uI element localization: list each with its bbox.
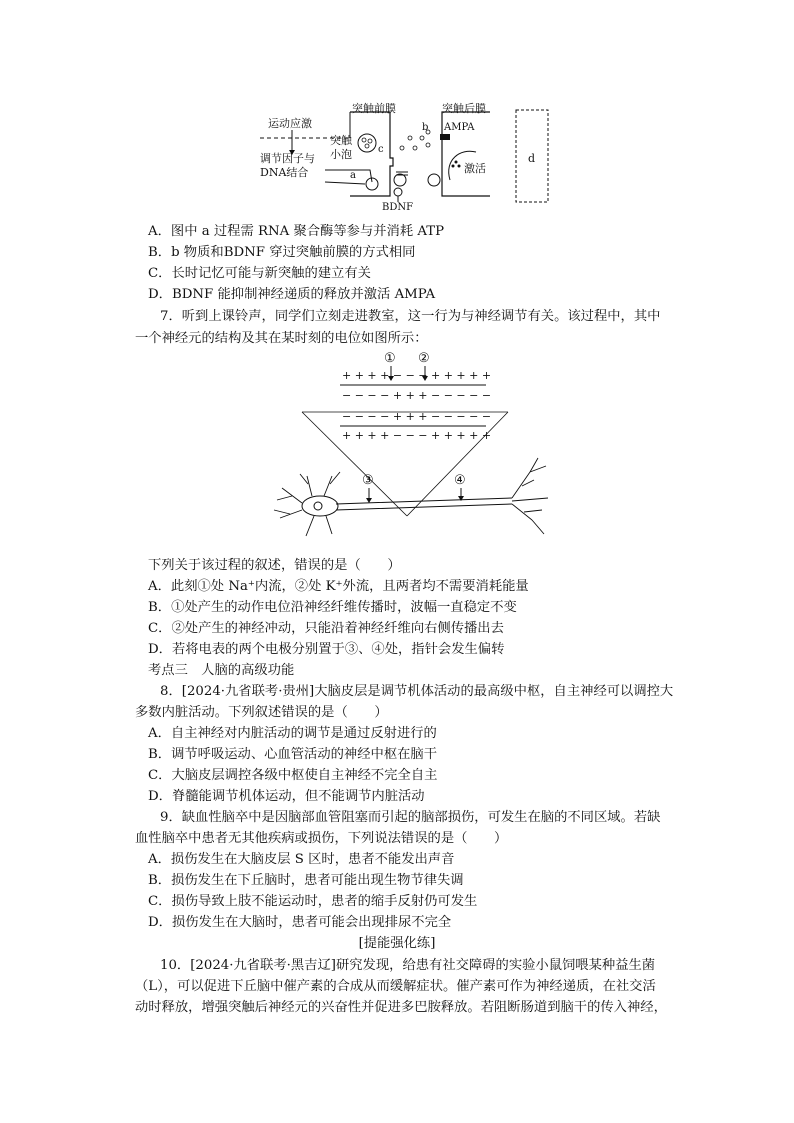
dendrites xyxy=(274,472,340,536)
synapse-diagram xyxy=(250,100,560,215)
section-practice: [提能强化练] xyxy=(358,936,436,951)
synapse-diagram-svg xyxy=(250,100,560,215)
path-a xyxy=(325,182,365,184)
transmitter-dot xyxy=(426,143,430,147)
mark-4: ④ xyxy=(454,473,466,488)
transmitter-dot xyxy=(420,136,424,140)
ion-dot xyxy=(455,161,458,164)
section-heading-3: 考点三 人脑的高级功能 xyxy=(148,663,295,678)
label-factor-2: DNA结合 xyxy=(260,166,309,179)
q7-option-d: D．若将电表的两个电极分别置于③、④处，指针会发生偏转 xyxy=(148,642,505,657)
bdnf-vesicle xyxy=(394,174,406,186)
axon-terminals xyxy=(512,458,548,534)
arrowhead-3 xyxy=(366,498,372,503)
potential-row-4: + + + + − − − + + + + + xyxy=(342,429,492,442)
q6-option-b: B．b 物质和BDNF 穿过突触前膜的方式相同 xyxy=(148,245,416,260)
mark-1: ① xyxy=(384,351,396,366)
q7-option-c: C．②处产生的神经冲动，只能沿着神经纤维向右侧传播出去 xyxy=(148,621,504,636)
label-stress: 运动应激 xyxy=(268,117,312,130)
q9-stem-2: 血性脑卒中患者无其他疾病或损伤，下列说法错误的是（ ） xyxy=(135,831,508,846)
label-a: a xyxy=(350,170,356,181)
q8-option-c: C．大脑皮层调控各级中枢使自主神经不完全自主 xyxy=(148,768,438,783)
potential-row-2: − − − − + + + − − − − − xyxy=(342,389,492,402)
potential-row-3: − − − − + + + − − − − − xyxy=(342,410,492,423)
q9-stem-1: 9．缺血性脑卒中是因脑部血管阻塞而引起的脑部损伤，可发生在脑的不同区域。若缺 xyxy=(160,810,661,825)
label-bdnf: BDNF xyxy=(382,202,414,213)
q9-option-d: D．损伤发生在大脑时，患者可能会出现排尿不完全 xyxy=(148,915,452,930)
ion-dot xyxy=(458,165,461,168)
ampa-receptor xyxy=(440,134,450,140)
label-factor-1: 调节因子与 xyxy=(260,152,315,165)
bdnf-vesicle xyxy=(394,188,402,196)
q7-option-b: B．①处产生的动作电位沿神经纤维传播时，波幅一直稳定不变 xyxy=(148,600,517,615)
vesicle-granule xyxy=(362,138,366,142)
vesicle-granule xyxy=(365,144,369,148)
mark-3: ③ xyxy=(362,473,374,488)
label-post: 突触后膜 xyxy=(442,102,486,115)
vesicle-large xyxy=(358,134,376,152)
q8-option-d: D．脊髓能调节机体运动，但不能调节内脏活动 xyxy=(148,789,425,804)
nucleus xyxy=(314,502,322,510)
cell-body xyxy=(302,496,338,516)
q7-stem-1: 7．听到上课铃声，同学们立刻走进教室，这一行为与神经调节有关。该过程中，其中 xyxy=(160,309,661,324)
axon xyxy=(336,498,512,510)
neuron-diagram-svg xyxy=(262,348,552,546)
q9-option-c: C．损伤导致上肢不能运动时，患者的缩手反射仍可发生 xyxy=(148,894,478,909)
magnifier-right xyxy=(407,412,508,516)
magnifier-left xyxy=(302,412,407,516)
q8-option-a: A．自主神经对内脏活动的调节是通过反射进行的 xyxy=(148,726,437,741)
q8-stem-2: 多数内脏活动。下列叙述错误的是（ ） xyxy=(135,705,388,720)
label-b: b xyxy=(422,122,429,133)
path-a-top xyxy=(325,170,372,182)
q6-option-c: C．长时记忆可能与新突触的建立有关 xyxy=(148,266,371,281)
label-ampa: AMPA xyxy=(444,122,475,133)
q7-stem-2: 一个神经元的结构及其在某时刻的电位如图所示： xyxy=(135,331,428,346)
ion-dot xyxy=(452,165,455,168)
q8-stem-1: 8．[2024·九省联考·贵州]大脑皮层是调节机体活动的最高级中枢，自主神经可以调控大 xyxy=(160,684,674,699)
transmitter-dot xyxy=(400,146,404,150)
transmitter-dot xyxy=(413,146,417,150)
potential-row-1: + + + + − − − + + + + + xyxy=(342,369,492,382)
label-vesicle-2: 小泡 xyxy=(330,148,352,161)
transmitter-dot xyxy=(408,136,412,140)
label-c: c xyxy=(378,144,384,155)
q9-option-b: B．损伤发生在下丘脑时，患者可能出现生物节律失调 xyxy=(148,873,464,888)
bdnf-receptor xyxy=(428,174,440,186)
mark-2: ② xyxy=(418,351,430,366)
q10-stem-2: （L），可以促进下丘脑中催产素的合成从而缓解症状。催产素可作为神经递质，在社交活 xyxy=(135,979,656,994)
q10-stem-3: 动时释放，增强突触后神经元的兴奋性并促进多巴胺释放。若阻断肠道到脑干的传入神经， xyxy=(135,1000,667,1015)
q6-option-d: D．BDNF 能抑制神经递质的释放并激活 AMPA xyxy=(148,287,436,302)
label-vesicle-1: 突触 xyxy=(330,134,352,147)
vesicle-granule xyxy=(368,139,372,143)
q6-option-a: A．图中 a 过程需 RNA 聚合酶等参与并消耗 ATP xyxy=(148,224,445,239)
q8-option-b: B．调节呼吸运动、心血管活动的神经中枢在脑干 xyxy=(148,747,438,762)
label-pre: 突触前膜 xyxy=(352,102,396,115)
label-d: d xyxy=(528,152,536,165)
label-activate: 激活 xyxy=(464,162,486,175)
q7-question: 下列关于该过程的叙述，错误的是（ ） xyxy=(148,558,401,573)
q10-stem-1: 10．[2024·九省联考·黑吉辽]研究发现，给患有社交障碍的实验小鼠饲喂某种益生菌 xyxy=(160,958,656,973)
q9-option-a: A．损伤发生在大脑皮层 S 区时，患者不能发出声音 xyxy=(148,852,455,867)
q7-option-a: A．此刻①处 Na⁺内流，②处 K⁺外流，且两者均不需要消耗能量 xyxy=(148,579,529,594)
neuron-diagram xyxy=(262,348,552,546)
